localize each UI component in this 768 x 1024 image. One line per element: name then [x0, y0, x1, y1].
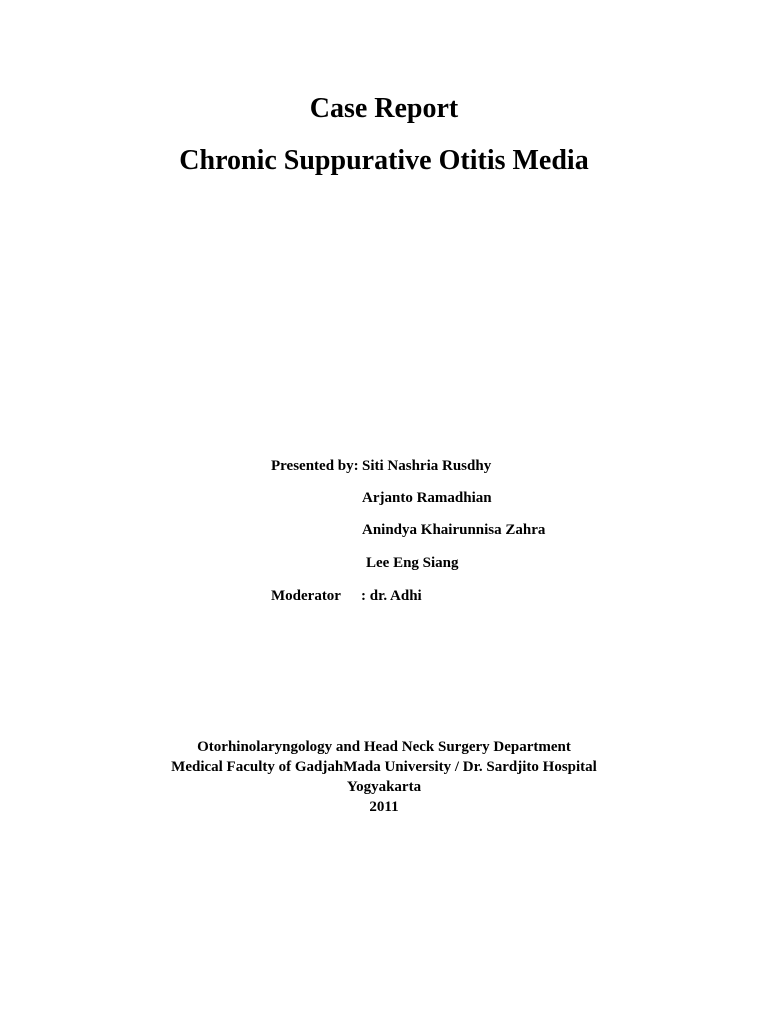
presenter-name: Lee Eng Siang [366, 555, 459, 571]
presented-by-label: Presented by: [271, 458, 359, 474]
department-line: Otorhinolaryngology and Head Neck Surgery Department [197, 739, 571, 755]
city-line: Yogyakarta [346, 779, 422, 795]
year-line: 2011 [369, 799, 399, 815]
faculty-line: Medical Faculty of GadjahMada University / Dr. Sardjito Hospital [171, 759, 597, 775]
presenter-name: Siti Nashria Rusdhy [362, 458, 492, 474]
moderator-name: : dr. Adhi [361, 588, 422, 604]
presenter-name: Arjanto Ramadhian [362, 490, 492, 506]
document-title: Case Report [309, 93, 459, 124]
moderator-label: Moderator [271, 588, 341, 604]
institution-block [0, 737, 768, 817]
presenter-name: Anindya Khairunnisa Zahra [362, 522, 546, 538]
document-subtitle: Chronic Suppurative Otitis Media [179, 145, 589, 176]
